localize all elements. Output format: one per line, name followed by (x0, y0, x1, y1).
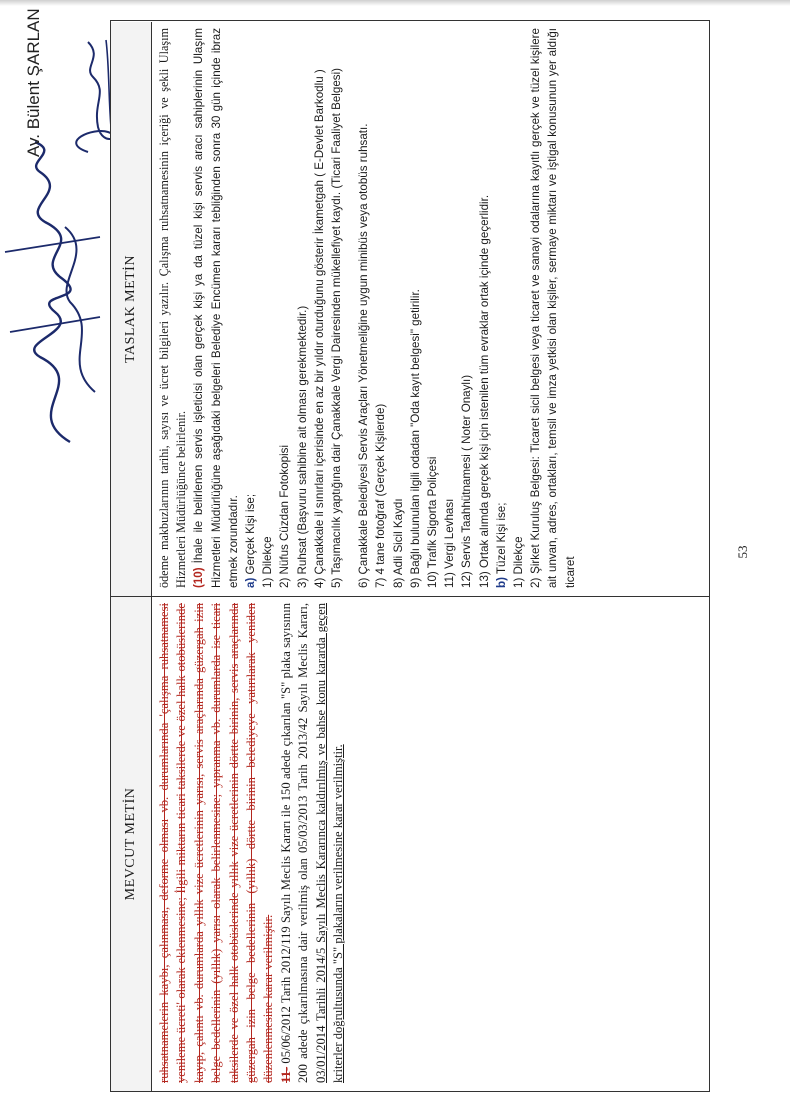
list-item: 10) Trafik Sigorta Poliçesi (426, 456, 440, 588)
list-item: 8) Adli Sicil Kaydı (391, 498, 405, 588)
list-item: 9) Bağlı bulunulan ilgili odadan "Oda kayıt belgesi" getirilir. (408, 289, 422, 588)
item-number: (10) (192, 567, 206, 588)
current-text-header: MEVCUT METİN (111, 597, 152, 1091)
lawyer-name: Av. Bülent ŞARLAN (24, 8, 43, 157)
list-item: 12) Servis Taahhütnamesi ( Noter Onaylı) (460, 374, 474, 588)
list-item: 2) Şirket Kuruluş Belgesi: Ticaret sicil belgesi veya ticaret ve sanayi odalarına kayıtlı gerçek ve tüzel kişilere ait unvan, adres, ortakları, temsil ve imza yetkisi olan kişiler, sermaye miktarı ve iştigal konusunun yer aldığı ticaret (529, 28, 577, 588)
item-10-text: İhale ile belirlenen servis işleticisi olan gerçek kişi ya da tüzel kişi servis aracı sahiplerinin Ulaşım Hizmetleri Müdürlüğüne aşağıdaki belgeleri Belediye Encümen kararı tebliğinden sonra 30 gün içinde ibraz etmek zorundadır. (192, 28, 240, 588)
list-item: 7) 4 tane fotoğraf (Gerçek Kişilerde) (374, 403, 388, 588)
comparison-table (110, 20, 710, 1092)
article-11-text: 05/06/2012 Tarih 2012/119 Sayılı Meclis Kararı ile 150 adede çıkarılan "S" plaka sayısının 200 adede çıkarılmasına dair verilmiş olan 05/03/2013 Tarih 2013/42 Sayılı Meclis Kararı, (278, 603, 311, 1083)
draft-text-header: TASLAK METİN (111, 22, 152, 596)
signature-area (0, 0, 120, 1112)
article-11-underlined-text: 03/01/2014 Tarihli 2014/5 Sayılı Meclis Kararınca kaldırılmış ve bahse konu kararda geçen kriterler doğrultusunda "S" plakaların verilmesine karar verilmiştir. (313, 603, 346, 1083)
handwritten-signature (0, 132, 110, 452)
list-item: 6) Çanakkale Belediyesi Servis Araçları Yönetmeliğine uygun minibüs veya otobüs ruhsatı. (357, 123, 371, 588)
list-item: 11) Vergi Levhası (443, 498, 457, 588)
section-b-label: b) (494, 577, 508, 588)
list-item: 5) Taşımacılık yaptığına dair Çanakkale Vergi Dairesinden mükellefiyet kaydı. (Ticari Faaliyet Belgesi) (330, 67, 344, 588)
deleted-item-number: 11- (278, 1066, 293, 1083)
spacer (345, 28, 355, 588)
list-item: 3) Ruhsat (Başvuru sahibine ait olması gerekmektedir.) (295, 305, 309, 588)
article-11-paragraph (278, 603, 348, 1083)
section-a-label: a) (244, 577, 258, 588)
draft-text-body (152, 22, 708, 596)
list-item: 4) Çanakkale il sınırları içerisinde en az bir yıldır oturduğunu gösterir İkametgah ( E-Devlet Barkodlu ) (312, 69, 326, 588)
draft-item-10 (190, 28, 242, 588)
draft-intro-paragraph: ödeme makbuzlarının tarihi, sayısı ve ücret bilgileri yazılır. Çalışma ruhsatnamesinin içeriği ve şekli Ulaşım Hizmetleri Müdürlüğünce belirlenir. (157, 28, 189, 588)
current-text-column (111, 596, 709, 1091)
draft-text-column (111, 22, 709, 596)
section-a-text: Gerçek Kişi ise; (244, 493, 258, 578)
deleted-paragraph: ruhsatnamelerin kaybı, çalınması, deforme olması vb. durumlarında 'çalışma ruhsatnamesi yenileme ücreti' olarak eklenmesine; İlgili miktarın ticari taksilerde ve özel halk otobüslerinde kayıp, çalıntı vb. durumlarda yıllık vize ücretlerinin yarısı, servis araçlarında güzergah izin belge bedellerinin (yıllık) yarısı olarak belirlenmesine; yıpranma vb. durumlarda ise ticari taksilerde ve özel halk otobüslerinde yıllık vize ücretlerinin dörtte birinin, servis araçlarında güzergah izin belge bedellerinin (yıllık) dörtte birinin belediyeye yatırılarak yeniden düzenlenmesine karar verilmiştir. (157, 603, 276, 1083)
list-item: 1) Dilekçe (261, 536, 275, 588)
current-text-body (152, 597, 708, 1091)
section-b-heading (493, 28, 510, 588)
list-item: 2) Nüfus Cüzdan Fotokopisi (278, 444, 292, 588)
list-item: 13) Ortak alımda gerçek kişi için istenilen tüm evraklar ortak içinde geçerlidir. (477, 194, 491, 588)
page-number: 53 (735, 545, 750, 559)
section-b-text: Tüzel Kişi ise; (494, 502, 508, 578)
list-item: 1) Dilekçe (512, 536, 526, 588)
section-a-heading (242, 28, 259, 588)
